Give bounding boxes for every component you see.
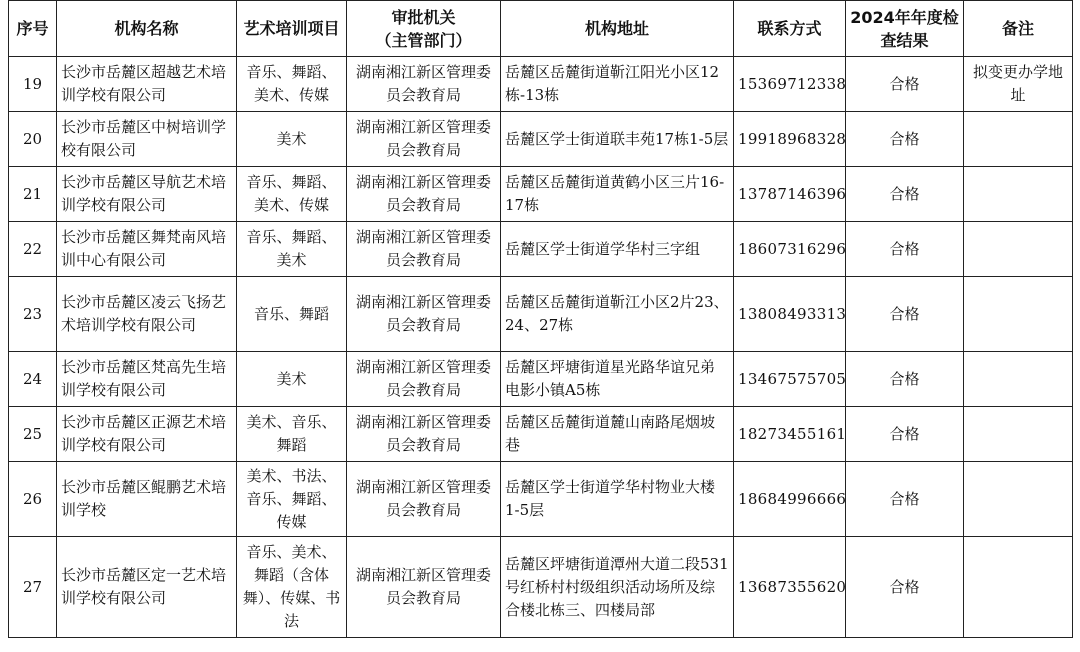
header-approval	[347, 1, 501, 57]
cell-name: 长沙市岳麓区超越艺术培训学校有限公司	[57, 57, 237, 112]
cell-result: 合格	[846, 462, 964, 537]
header-row	[9, 1, 1073, 57]
cell-result: 合格	[846, 222, 964, 277]
cell-result: 合格	[846, 57, 964, 112]
cell-address: 岳麓区学士街道联丰苑17栋1-5层	[501, 112, 734, 167]
cell-name: 长沙市岳麓区凌云飞扬艺术培训学校有限公司	[57, 277, 237, 352]
cell-no: 20	[9, 112, 57, 167]
cell-projects: 音乐、美术、舞蹈（含体舞）、传媒、书法	[237, 537, 347, 638]
table-row	[9, 462, 1073, 537]
cell-approval: 湖南湘江新区管理委员会教育局	[347, 222, 501, 277]
cell-no: 26	[9, 462, 57, 537]
cell-no: 22	[9, 222, 57, 277]
table-row	[9, 352, 1073, 407]
cell-approval: 湖南湘江新区管理委员会教育局	[347, 407, 501, 462]
cell-no: 19	[9, 57, 57, 112]
cell-projects: 美术	[237, 112, 347, 167]
header-name: 机构名称	[57, 1, 237, 57]
header-contact: 联系方式	[734, 1, 846, 57]
cell-projects: 美术、书法、音乐、舞蹈、传媒	[237, 462, 347, 537]
header-result: 2024年年度检查结果	[846, 1, 964, 57]
cell-address: 岳麓区岳麓街道麓山南路尾烟坡巷	[501, 407, 734, 462]
cell-contact: 18607316296	[734, 222, 846, 277]
cell-remark	[964, 222, 1073, 277]
cell-projects: 音乐、舞蹈、美术	[237, 222, 347, 277]
cell-remark: 拟变更办学地址	[964, 57, 1073, 112]
cell-contact: 13787146396	[734, 167, 846, 222]
cell-address: 岳麓区学士街道学华村物业大楼1-5层	[501, 462, 734, 537]
cell-address: 岳麓区坪塘街道星光路华谊兄弟电影小镇A5栋	[501, 352, 734, 407]
cell-name: 长沙市岳麓区导航艺术培训学校有限公司	[57, 167, 237, 222]
cell-result: 合格	[846, 352, 964, 407]
cell-approval: 湖南湘江新区管理委员会教育局	[347, 112, 501, 167]
cell-result: 合格	[846, 407, 964, 462]
cell-approval: 湖南湘江新区管理委员会教育局	[347, 462, 501, 537]
cell-address: 岳麓区岳麓街道靳江阳光小区12栋-13栋	[501, 57, 734, 112]
cell-projects: 音乐、舞蹈	[237, 277, 347, 352]
cell-contact: 19918968328	[734, 112, 846, 167]
cell-remark	[964, 462, 1073, 537]
header-remark: 备注	[964, 1, 1073, 57]
cell-result: 合格	[846, 277, 964, 352]
cell-result: 合格	[846, 112, 964, 167]
cell-no: 25	[9, 407, 57, 462]
table-row	[9, 167, 1073, 222]
cell-remark	[964, 352, 1073, 407]
cell-approval: 湖南湘江新区管理委员会教育局	[347, 167, 501, 222]
cell-projects: 美术	[237, 352, 347, 407]
header-approval-line2: （主管部门）	[375, 30, 472, 50]
cell-remark	[964, 277, 1073, 352]
cell-approval: 湖南湘江新区管理委员会教育局	[347, 57, 501, 112]
cell-no: 24	[9, 352, 57, 407]
cell-name: 长沙市岳麓区中树培训学校有限公司	[57, 112, 237, 167]
table-row	[9, 57, 1073, 112]
cell-no: 21	[9, 167, 57, 222]
cell-approval: 湖南湘江新区管理委员会教育局	[347, 277, 501, 352]
table-row	[9, 222, 1073, 277]
cell-result: 合格	[846, 537, 964, 638]
cell-name: 长沙市岳麓区梵高先生培训学校有限公司	[57, 352, 237, 407]
table-row	[9, 277, 1073, 352]
cell-name: 长沙市岳麓区正源艺术培训学校有限公司	[57, 407, 237, 462]
cell-result: 合格	[846, 167, 964, 222]
institution-table	[8, 0, 1073, 638]
cell-remark	[964, 112, 1073, 167]
cell-projects: 音乐、舞蹈、美术、传媒	[237, 57, 347, 112]
cell-remark	[964, 407, 1073, 462]
cell-remark	[964, 167, 1073, 222]
table-row	[9, 112, 1073, 167]
table-row	[9, 407, 1073, 462]
cell-contact: 18273455161	[734, 407, 846, 462]
cell-approval: 湖南湘江新区管理委员会教育局	[347, 352, 501, 407]
cell-name: 长沙市岳麓区鲲鹏艺术培训学校	[57, 462, 237, 537]
cell-contact: 15369712338	[734, 57, 846, 112]
table-row	[9, 537, 1073, 638]
cell-address: 岳麓区学士街道学华村三字组	[501, 222, 734, 277]
cell-approval: 湖南湘江新区管理委员会教育局	[347, 537, 501, 638]
cell-contact: 13467575705	[734, 352, 846, 407]
header-address: 机构地址	[501, 1, 734, 57]
cell-address: 岳麓区岳麓街道靳江小区2片23、24、27栋	[501, 277, 734, 352]
cell-no: 23	[9, 277, 57, 352]
cell-name: 长沙市岳麓区定一艺术培训学校有限公司	[57, 537, 237, 638]
header-projects: 艺术培训项目	[237, 1, 347, 57]
cell-contact: 18684996666	[734, 462, 846, 537]
cell-projects: 音乐、舞蹈、美术、传媒	[237, 167, 347, 222]
header-no: 序号	[9, 1, 57, 57]
header-approval-line1: 审批机关	[391, 7, 456, 27]
cell-contact: 13808493313	[734, 277, 846, 352]
cell-no: 27	[9, 537, 57, 638]
cell-projects: 美术、音乐、舞蹈	[237, 407, 347, 462]
cell-name: 长沙市岳麓区舞梵南风培训中心有限公司	[57, 222, 237, 277]
cell-contact: 13687355620	[734, 537, 846, 638]
cell-remark	[964, 537, 1073, 638]
cell-address: 岳麓区岳麓街道黄鹤小区三片16-17栋	[501, 167, 734, 222]
cell-address: 岳麓区坪塘街道潭州大道二段531号红桥村村级组织活动场所及综合楼北栋三、四楼局部	[501, 537, 734, 638]
